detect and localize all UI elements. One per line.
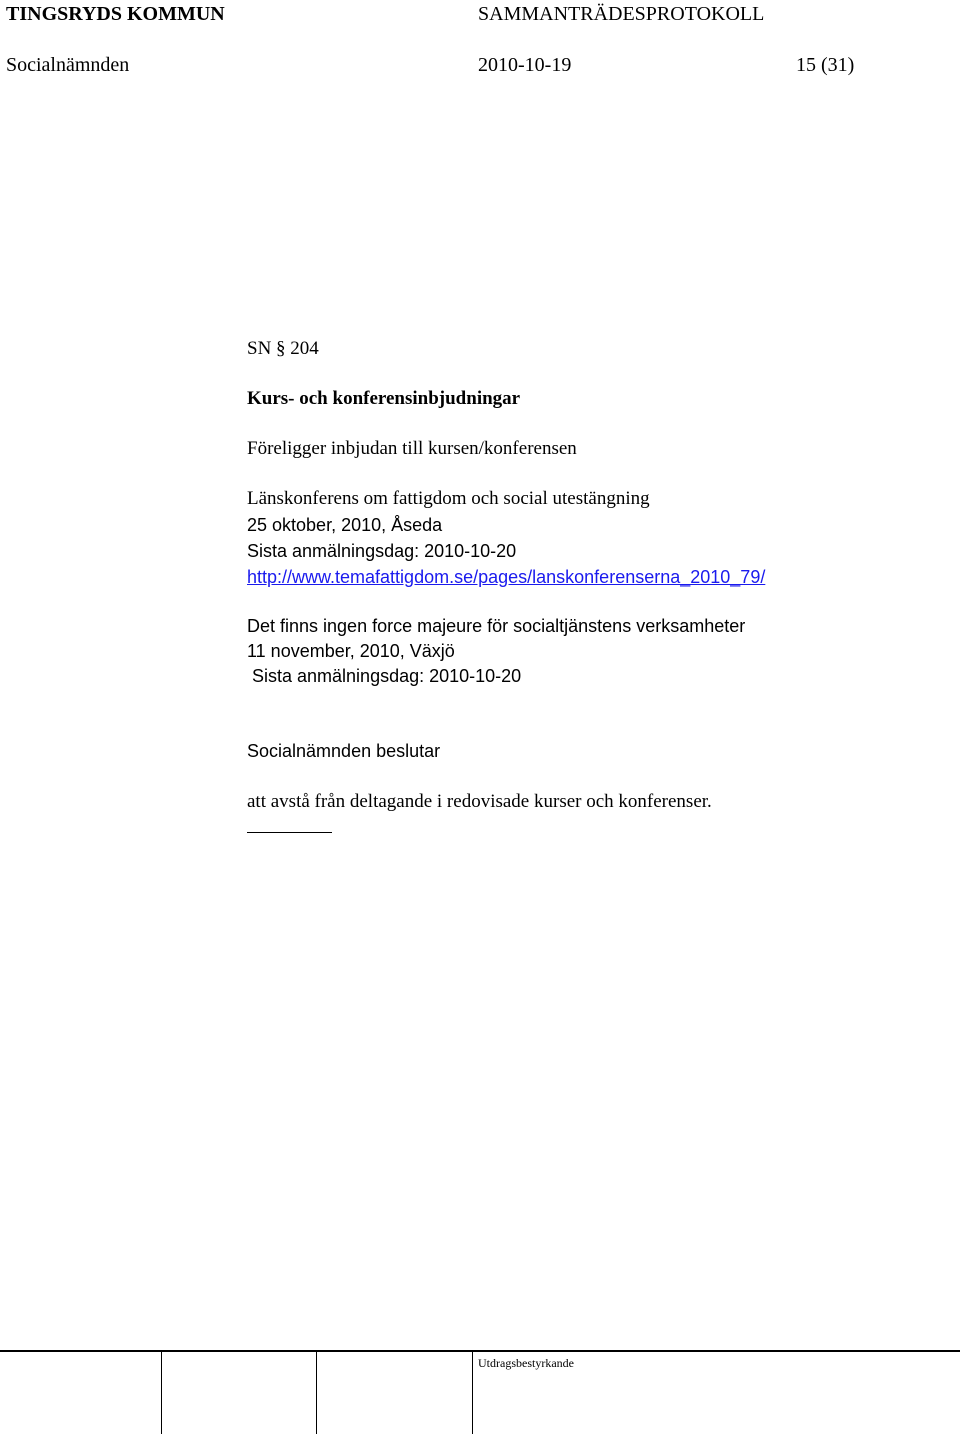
meeting-date: 2010-10-19 — [478, 54, 572, 76]
conference-1-deadline: Sista anmälningsdag: 2010-10-20 — [247, 541, 517, 561]
document-type: SAMMANTRÄDESPROTOKOLL — [478, 3, 765, 25]
conference-2-deadline: Sista anmälningsdag: 2010-10-20 — [247, 666, 522, 686]
conference-2-date-place: 11 november, 2010, Växjö — [247, 641, 455, 661]
footer-divider-2 — [316, 1350, 317, 1434]
item-intro: Föreligger inbjudan till kursen/konferensen — [247, 438, 577, 459]
certifier-label: Utdragsbestyrkande — [478, 1356, 574, 1370]
committee-name: Socialnämnden — [6, 54, 130, 76]
item-number: SN § 204 — [247, 338, 319, 359]
section-end-rule — [247, 832, 332, 833]
decision-heading: Socialnämnden beslutar — [247, 741, 441, 761]
footer-top-rule — [0, 1350, 960, 1352]
conference-1-name: Länskonferens om fattigdom och social utestängning — [247, 488, 650, 509]
conference-1-date-place: 25 oktober, 2010, Åseda — [247, 515, 443, 535]
decision-text: att avstå från deltagande i redovisade kurser och konferenser. — [247, 791, 712, 812]
organization-name: TINGSRYDS KOMMUN — [6, 3, 225, 25]
conference-1-link[interactable]: http://www.temafattigdom.se/pages/lanskonferenserna_2010_79/ — [247, 567, 766, 587]
item-title: Kurs- och konferensinbjudningar — [247, 388, 521, 409]
conference-2-name: Det finns ingen force majeure för socialtjänstens verksamheter — [247, 616, 746, 636]
footer-divider-3 — [472, 1350, 473, 1434]
page-number: 15 (31) — [796, 54, 855, 76]
footer-divider-1 — [161, 1350, 162, 1434]
